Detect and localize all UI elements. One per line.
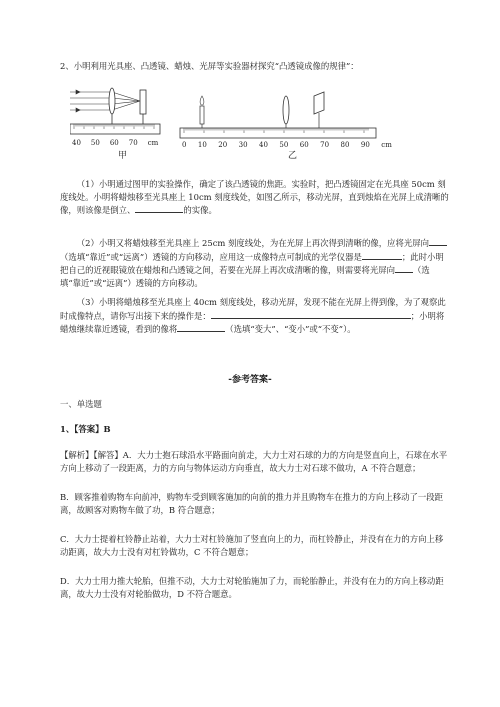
figure-b-diagram bbox=[178, 86, 378, 144]
question-part-1 bbox=[60, 178, 450, 217]
tick-label: 60 bbox=[109, 139, 119, 147]
answer-blank[interactable] bbox=[211, 309, 411, 319]
tick-label: 50 bbox=[279, 141, 289, 149]
figures bbox=[60, 82, 450, 164]
part-text: （选填“靠近”或“远离”）透镜的方向移动。 bbox=[60, 265, 430, 288]
tick-label: cm bbox=[147, 139, 159, 147]
answer-blank[interactable] bbox=[177, 322, 225, 332]
tick-label: 20 bbox=[218, 141, 228, 149]
lens-shape bbox=[109, 88, 115, 114]
part-text: （3）小明将蜡烛移至光具座上 40cm 刻度线处，移动光屏，发现不能在光屏上得到像，为了观察此时成像特点，请你写出接下来的操作是： bbox=[60, 297, 446, 321]
part-text: ；小明将蜡烛继续靠近透镜，看到的像将 bbox=[60, 310, 445, 335]
answer-heading: -参考答案- bbox=[228, 375, 272, 385]
tick-label: 30 bbox=[238, 141, 248, 149]
figure-b-label: 乙 bbox=[288, 151, 298, 161]
part-text: （选填“变大”、“变小”或“不变”）。 bbox=[225, 324, 356, 335]
figure-a-ticks bbox=[72, 138, 182, 149]
figure-b-ticks bbox=[182, 140, 392, 151]
tick-label: 90 bbox=[360, 141, 370, 149]
tick-label: 70 bbox=[128, 139, 138, 147]
tick-label: 70 bbox=[320, 141, 330, 149]
answer-blank[interactable] bbox=[135, 203, 183, 213]
part-text: ；此时小明把自己的近视眼镜放在蜡烛和凸透镜之间，若要在光屏上再次成清晰的像，则需要将光屏向 bbox=[60, 251, 444, 276]
part-text: （1）小明通过图甲的实验操作，确定了该凸透镜的焦距。实验时，把凸透镜固定在光具座 50cm 刻度线处。小明将蜡烛移至光具座上 10cm 刻度线处，如图乙所示，移动光屏，直到烛焰在光屏上成清晰的像，则该像是倒立、 bbox=[60, 179, 449, 216]
part-text: 的实像。 bbox=[183, 205, 217, 216]
answer-line: 1、【答案】B bbox=[60, 424, 111, 434]
explanation-c: C．大力士提着杠铃静止站着，大力士对杠铃施加了竖直向上的力，而杠铃静止，并没有在力的方向上移动距离，故大力士没有对杠铃做功，C 不符合题意； bbox=[60, 534, 444, 557]
explanation-a: 【解析】【解答】A．大力士抱石球沿水平路面向前走，大力士对石球的力的方向是竖直向上，石球在水平方向上移动了一段距离，力的方向与物体运动方向垂直，故大力士对石球不做功，A 不符合题意； bbox=[60, 450, 448, 473]
tick-label: 60 bbox=[299, 141, 309, 149]
part-text: （2）小明又将蜡烛移至光具座上 25cm 刻度线处，为在光屏上再次得到清晰的像，应将光屏向 bbox=[76, 238, 429, 248]
figure-a-label: 甲 bbox=[118, 151, 128, 161]
screen-shape bbox=[140, 90, 146, 114]
explanation-b: B．顾客推着购物车向前冲，购物车受到顾客施加的向前的推力并且购物车在推力的方向上移动了一段距离，故顾客对购物车做了功，B 符合题意； bbox=[60, 492, 444, 515]
answer-blank[interactable] bbox=[429, 236, 447, 246]
section-title: 一、单选题 bbox=[60, 399, 102, 409]
answer-blank[interactable] bbox=[395, 263, 413, 273]
answer-blank[interactable] bbox=[362, 250, 402, 260]
tick-label: 40 bbox=[72, 139, 81, 147]
tick-label: 0 bbox=[182, 141, 187, 149]
tick-label: 50 bbox=[90, 139, 100, 147]
question-part-2 bbox=[60, 236, 450, 289]
tick-label: 10 bbox=[197, 141, 207, 149]
tick-label: cm bbox=[381, 141, 392, 149]
question-title: 2、小明利用光具座、凸透镜、蜡烛、光屏等实验器材探究“凸透镜成像的规律”： bbox=[60, 61, 359, 71]
tick-label: 80 bbox=[340, 141, 350, 149]
part-text: （选填“靠近”或“远离”）透镜的方向移动，应用这一成像特点可制成的光学仪器是 bbox=[60, 251, 362, 262]
question-part-3 bbox=[60, 296, 450, 336]
explanation-d: D．大力士用力推大轮胎，但推不动，大力士对轮胎施加了力，而轮胎静止，并没有在力的方向上移动距离，故大力士没有对轮胎做功，D 不符合题意。 bbox=[60, 576, 444, 599]
tick-label: 40 bbox=[259, 141, 268, 149]
